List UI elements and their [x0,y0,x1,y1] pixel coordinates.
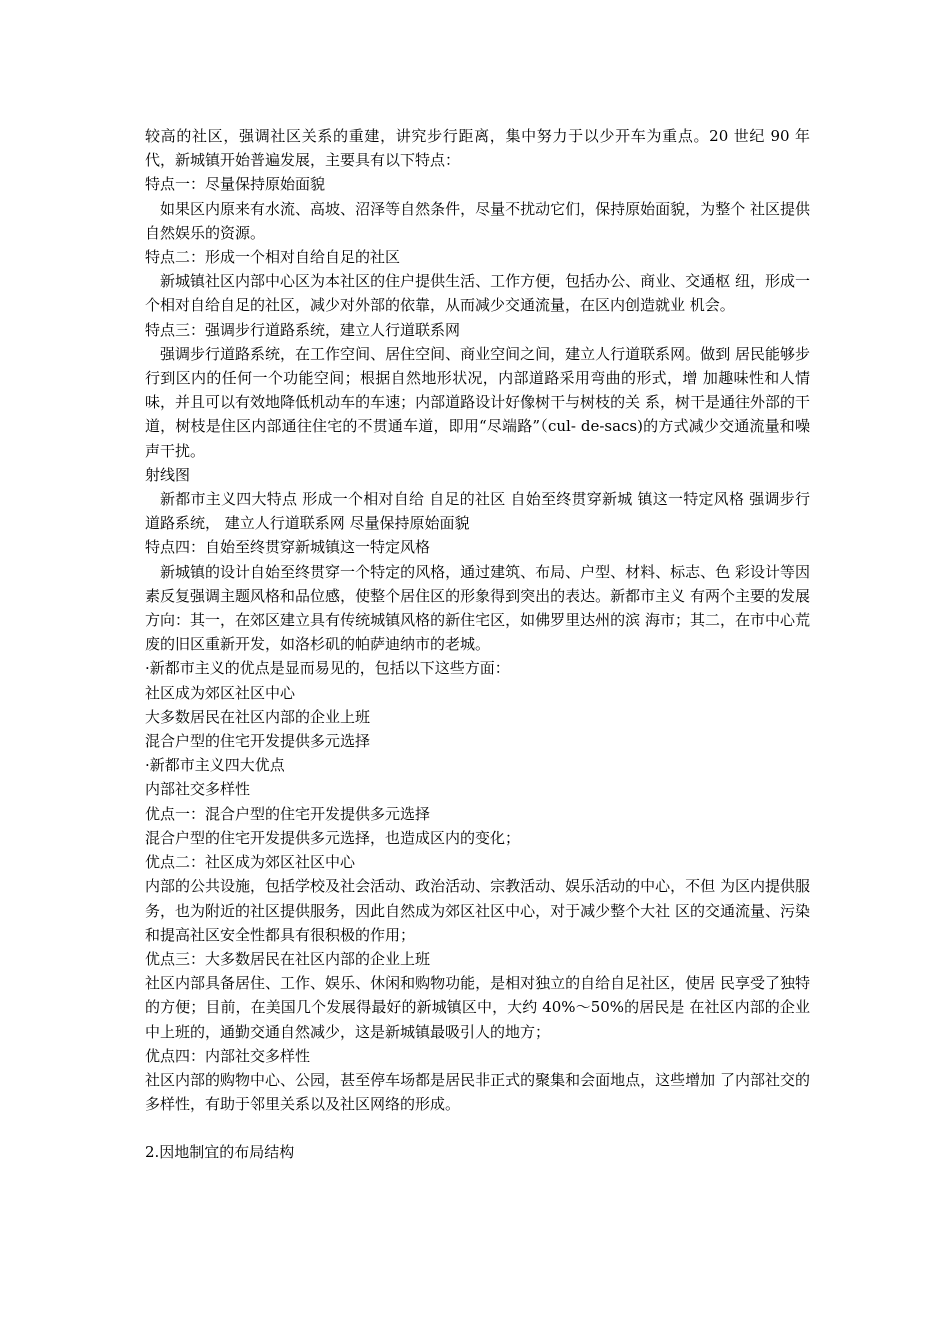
advantage-list-item: 大多数居民在社区内部的企业上班 [145,707,371,726]
advantage-4-body: 社区内部的购物中心、公园，甚至停车场都是居民非正式的聚集和会面地点，这些增加 了内部社交的多样性，有助于邻里关系以及社区网络的形成。 [145,1070,810,1114]
feature-3-body: 强调步行道路系统，在工作空间、居住空间、商业空间之间，建立人行道联系网。做到 居民能够步行到区内的任何一个功能空间；根据自然地形状况，内部道路采用弯曲的形式，增 加趣味性和人情味，并且可以有效地降低机动车的车速；内部道路设计好像树干与树枝的关 系，树干是通往外部的干道，树枝是住区内部通往住宅的不贯通车道，即用“尽端路”（cul- de-sacs)的方式减少交通流量和噪声干扰。 [145,344,810,460]
section-heading: 2.因地制宜的布局结构 [145,1143,295,1162]
feature-1-heading: 特点一：尽量保持原始面貌 [145,175,326,194]
feature-2-heading: 特点二：形成一个相对自给自足的社区 [145,248,401,267]
paragraph-intro: 较高的社区，强调社区关系的重建，讲究步行距离，集中努力于以少开车为重点。20 世纪 90 年代，新城镇开始普遍发展，主要具有以下特点： [145,127,810,170]
feature-4-body: 新城镇的设计自始至终贯穿一个特定的风格，通过建筑、布局、户型、材料、标志、色 彩设计等因素反复强调主题风格和品位感，使整个居住区的形象得到突出的表达。新都市主义 有两个主要的发展方向：其一，在郊区建立具有传统城镇风格的新住宅区，如佛罗里达州的滨 海市；其二，在市中心荒废的旧区重新开发，如洛杉矶的帕萨迪纳市的老城。 [145,562,810,654]
advantage-1-heading: 优点一：混合户型的住宅开发提供多元选择 [145,804,431,823]
feature-3-heading: 特点三：强调步行道路系统，建立人行道联系网 [145,320,461,339]
advantage-2-body: 内部的公共设施，包括学校及社会活动、政治活动、宗教活动、娱乐活动的中心，不但 为区内提供服务，也为附近的社区提供服务，因此自然成为郊区社区中心，对于减少整个大社 区的交通流量、污染和提高社区安全性都具有很积极的作用； [145,877,810,944]
advantage-3-heading: 优点三：大多数居民在社区内部的企业上班 [145,949,431,968]
advantage-1-body: 混合户型的住宅开发提供多元选择，也造成区内的变化； [145,828,521,847]
feature-1-body: 如果区内原来有水流、高坡、沼泽等自然条件，尽量不扰动它们，保持原始面貌，为整个 社区提供自然娱乐的资源。 [145,199,810,242]
advantage-list-item: 混合户型的住宅开发提供多元选择 [145,732,371,751]
advantages-intro: ·新都市主义的优点是显而易见的，包括以下这些方面： [145,659,510,678]
feature-4-heading: 特点四：自始至终贯穿新城镇这一特定风格 [145,538,431,557]
feature-2-body: 新城镇社区内部中心区为本社区的住户提供生活、工作方便，包括办公、商业、交通枢 纽，形成一个相对自给自足的社区，减少对外部的依靠，从而减少交通流量，在区内创造就业 机会。 [145,272,810,315]
advantage-list-item: 社区成为郊区社区中心 [145,683,296,702]
radial-diagram-label: 射线图 [145,465,191,484]
paragraph-spacer [145,1116,810,1140]
advantage-list-item: 内部社交多样性 [145,780,251,799]
radial-diagram-text: 新都市主义四大特点 形成一个相对自给 自足的社区 自始至终贯穿新城 镇这一特定风格 强调步行道路系统， 建立人行道联系网 尽量保持原始面貌 [145,490,810,533]
document-page [145,124,810,1165]
advantage-2-heading: 优点二：社区成为郊区社区中心 [145,853,356,872]
advantages-title: ·新都市主义四大优点 [145,756,285,775]
advantage-4-heading: 优点四：内部社交多样性 [145,1046,311,1065]
advantage-3-body: 社区内部具备居住、工作、娱乐、休闲和购物功能，是相对独立的自给自足社区，使居 民享受了独特的方便；目前，在美国几个发展得最好的新城镇区中，大约 40%～50%的居民是 在社区内部的企业中上班的，通勤交通自然减少，这是新城镇最吸引人的地方； [145,974,810,1041]
